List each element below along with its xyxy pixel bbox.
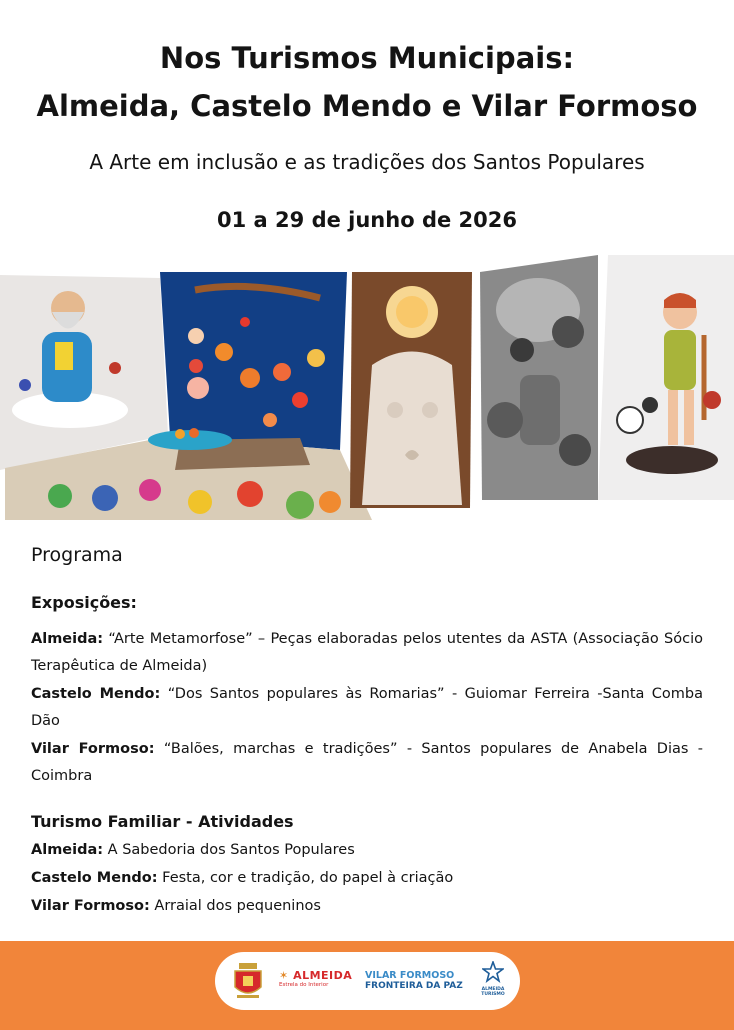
activity-item [31,898,321,914]
footer-band [0,941,734,1030]
event-dates: 01 a 29 de junho de 2026 [217,208,517,232]
photo-collage [0,250,734,525]
vilar-logo-line1: VILAR FORMOSO [365,970,455,981]
exhibition-place: Castelo Mendo: [31,686,161,702]
exhibition-item [31,626,703,680]
activity-place: Almeida: [31,842,104,858]
logos-container [215,952,520,1010]
almeida-logo: ✶ ALMEIDA Estrela do Interior [279,969,359,988]
exhibition-item [31,681,703,735]
exhibition-text: “Arte Metamorfose” – Peças elaboradas pelos utentes da ASTA (Associação Sócio Terapêutica de Almeida) [31,631,703,674]
activity-text: A Sabedoria dos Santos Populares [103,842,355,858]
photo-saint-figure [0,275,168,470]
turismo-logo-label: ALMEIDA TURISMO [481,987,505,997]
photo-felt-mobile [160,272,347,450]
almeida-turismo-logo [473,961,513,997]
activity-place: Castelo Mendo: [31,870,158,886]
exhibition-place: Almeida: [31,631,104,647]
vilar-formoso-logo [365,970,465,991]
star-icon [482,961,504,983]
programa-heading: Programa [31,544,123,566]
exhibition-place: Vilar Formoso: [31,741,155,757]
title-line-2: Almeida, Castelo Mendo e Vilar Formoso [36,89,698,123]
activity-place: Vilar Formoso: [31,898,150,914]
subtitle: A Arte em inclusão e as tradições dos Santos Populares [89,150,645,174]
almeida-logo-tagline: Estrela do Interior [279,982,329,988]
vilar-logo-line2: FRONTEIRA DA PAZ [365,981,463,991]
activity-item [31,842,355,858]
photo-ceramic-lamp [350,272,472,508]
title-line-1: Nos Turismos Municipais: [159,41,575,75]
activity-text: Arraial dos pequeninos [149,898,321,914]
activity-item [31,870,453,886]
municipal-crest-icon [231,961,265,1001]
photo-ceramic-face [480,255,598,500]
exhibition-text: “Balões, marchas e tradições” - Santos populares de Anabela Dias - Coimbra [31,741,703,784]
exhibition-text: “Dos Santos populares às Romarias” - Guiomar Ferreira -Santa Comba Dão [31,686,704,729]
exposicoes-heading: Exposições: [31,593,137,612]
activity-text: Festa, cor e tradição, do papel à criação [157,870,454,886]
almeida-logo-name: ALMEIDA [293,969,353,982]
photo-figure-windmill [598,255,734,500]
familiar-heading: Turismo Familiar - Atividades [31,812,294,831]
exhibition-item [31,736,703,790]
